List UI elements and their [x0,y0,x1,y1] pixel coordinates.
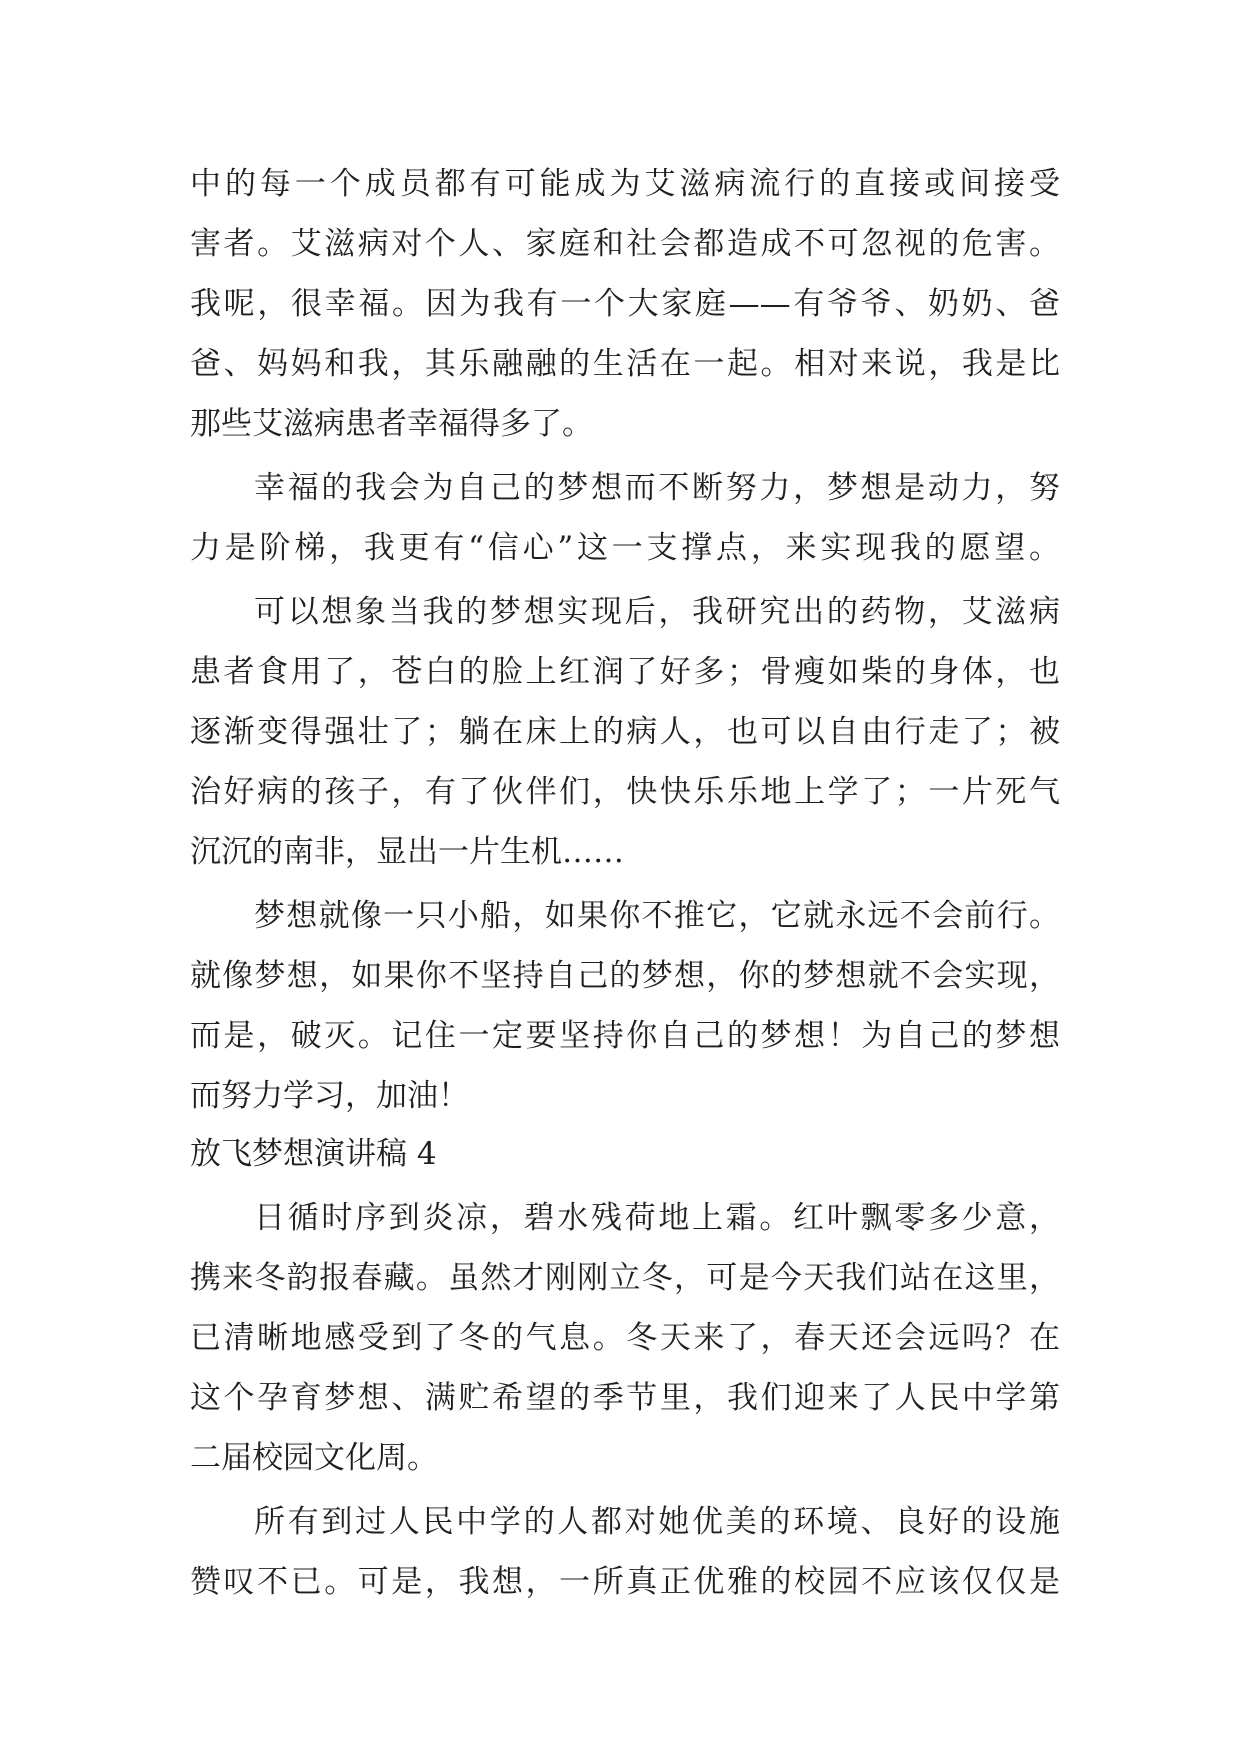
text-line: 而努力学习，加油！ [190,1078,469,1114]
text-line: 赞叹不已。可是，我想，一所真正优雅的校园不应该仅仅是 [190,1564,1060,1600]
text-line: 中的每一个成员都有可能成为艾滋病流行的直接或间接受 [190,166,1060,202]
text-line: 日循时序到炎凉，碧水残荷地上霜。红叶飘零多少意， [254,1200,1060,1236]
text-line: 那些艾滋病患者幸福得多了。 [190,406,593,442]
text-line: 害者。艾滋病对个人、家庭和社会都造成不可忽视的危害。 [190,226,1060,262]
text-line: 二届校园文化周。 [190,1440,438,1476]
text-line: 可以想象当我的梦想实现后，我研究出的药物，艾滋病 [254,594,1060,630]
text-line: 沉沉的南非，显出一片生机…… [190,834,624,870]
text-line: 爸、妈妈和我，其乐融融的生活在一起。相对来说，我是比 [190,346,1060,382]
text-line: 梦想就像一只小船，如果你不推它，它就永远不会前行。 [254,898,1060,934]
text-line: 治好病的孩子，有了伙伴们，快快乐乐地上学了；一片死气 [190,774,1060,810]
text-line: 逐渐变得强壮了；躺在床上的病人，也可以自由行走了；被 [190,714,1060,750]
text-line: 患者食用了，苍白的脸上红润了好多；骨瘦如柴的身体，也 [190,654,1060,690]
text-line: 而是，破灭。记住一定要坚持你自己的梦想！为自己的梦想 [190,1018,1060,1054]
text-line: 这个孕育梦想、满贮希望的季节里，我们迎来了人民中学第 [190,1380,1060,1416]
section-heading: 放飞梦想演讲稿 4 [190,1136,437,1172]
text-line: 就像梦想，如果你不坚持自己的梦想，你的梦想就不会实现， [190,958,1060,994]
text-line: 携来冬韵报春藏。虽然才刚刚立冬，可是今天我们站在这里， [190,1260,1060,1296]
text-line: 幸福的我会为自己的梦想而不断努力，梦想是动力，努 [254,470,1060,506]
text-line: 力是阶梯，我更有“信心”这一支撑点，来实现我的愿望。 [190,530,1060,566]
text-line: 我呢，很幸福。因为我有一个大家庭——有爷爷、奶奶、爸 [190,286,1060,322]
text-line: 所有到过人民中学的人都对她优美的环境、良好的设施 [254,1504,1060,1540]
text-line: 已清晰地感受到了冬的气息。冬天来了，春天还会远吗？在 [190,1320,1060,1356]
